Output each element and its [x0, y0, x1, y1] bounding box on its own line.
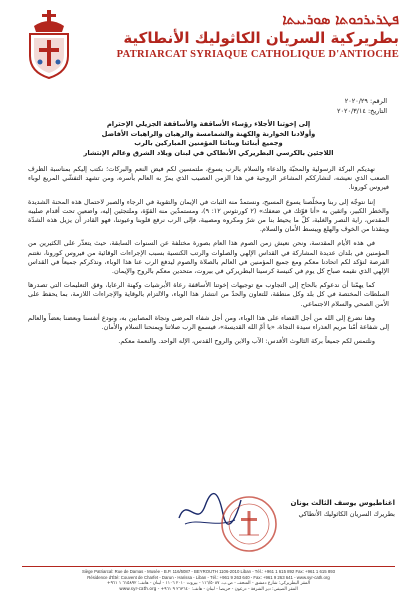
arabic-title: بطريركية السريان الكاثوليك الأنطاكية: [123, 29, 399, 47]
footer: [22, 569, 395, 593]
letterhead-titles: [109, 12, 399, 62]
addressee-line: وأولادنا الخوارنة والكهنة والشمامسة والرهبان والراهبات الأفاضل: [101, 129, 316, 138]
reference-number-value: ٢٠٢٠/٢٩: [344, 97, 368, 105]
paragraph: نهديكم البركة الرسولية والمحبّة والدعاء والسلام بالرب يسوع، ملتمسين لكم فيض النعم والبركات؛ نكتب إليكم بمناسبة الظرف الصعب الذي نعيشه، لنشارككم المشاعر الروحية في هذا الزمن العصيب الذي يمرّ به العالم بأسره، ومن تشهد التفشّي المريع لوباء فيروس كورونا.: [28, 165, 389, 192]
footer-address-fr: Résidence d'Été: Couvent de Charfet - Darun - Harissa - Liban - Tél.: +961 9 263 640 - Fax: +961 9 263 641 - www.syr-cath.org: [87, 575, 330, 580]
patriarchal-crest-icon: [20, 10, 78, 80]
paragraph: في هذه الأيام المقدسة، ونحن نعيش زمن الصوم هذا العام بصورة مختلفة عن السنوات السابقة، حيث يتعذّر على الكثيرين من المؤمنين في بلدان عديدة المشاركة في القداس الإلهي والصلوات والرتب الكنسية بسبب الإجراءات الوقائية من فيروس كورونا، نغتنم الفرصة لنؤكد لكم اتحادنا معكم ومع جميع المؤمنين في العالم بالصلاة والصوم ليدفع الرب عنا هذا الوباء، ونذكركم جميعاً في القداس الإلهي الذي نقيمه صباح كل يوم في كنيسة كرسينا البطريركي في بيروت، متحدين معكم بالروح والإيمان.: [28, 239, 389, 276]
paragraph: ونلتمس لكم جميعاً بركة الثالوث الأقدس: الآب والابن والروح القدس، الإله الواحد. والنعمة معكم.: [118, 337, 375, 346]
addressee-line: وجميع أبنائنا وبناتنا المؤمنين المباركين بالرب: [134, 139, 283, 147]
reference-date: [247, 106, 387, 116]
letterhead: [0, 0, 417, 82]
reference-date-label: التاريخ:: [367, 107, 387, 115]
reference-date-value: ٢٠٢٠/٣/١٤: [337, 107, 366, 115]
signature-block: [225, 498, 395, 519]
reference-number: [247, 96, 387, 106]
paragraph: كما يهمّنا أن ندعوكم بالحاح إلى التجاوب مع توجيهات إخوتنا الأساقفة رعاة الأبرشيات وكهنة الرعايا، وفق التعليمات التي تصدرها السلطات المختصة في كل بلد وكل منطقة، للتعاون والحدّ من انتشار هذا الوباء، والالتزام بالوقاية والإجراءات اللازمة، بما يحفظ على الأمن الصحي والسلام الاجتماعي.: [28, 281, 389, 308]
footer-address-ar: المقر البطريركي: شارع دمشق - المتحف - ص.ب. ١١٦/٥٠٨٧ - بيروت ٢٠١٠ ١١٠٦ - لبنان - هاتف: ٦١٥٨٩٢ ١ ٩٦١+: [106, 581, 311, 586]
signatory-title: بطريرك السريان الكاثوليك الأنطاكي: [298, 510, 395, 518]
signatory-name: اغناطيوس يوسف الثالث يونان: [290, 499, 395, 507]
syriac-title: ܦܛܪܝܪܟܘܬܐ ܣܘܪܝܝܬܐ: [282, 12, 399, 28]
french-title: PATRIARCAT SYRIAQUE CATHOLIQUE D'ANTIOCHE: [116, 49, 399, 60]
addressee-line: اللاجئين بالكرسي البطريركي الأنطاكي في لبنان وبلاد الشرق وعالم الإنتشار: [83, 148, 334, 157]
addressee-line: إلى إخوتنا الأجلاء رؤساء الأساقفة والأساقفة الجزيلي الإحترام: [106, 120, 311, 128]
reference-number-label: الرقم:: [370, 97, 387, 105]
paragraph: إننا نتوجّه إلى ربنا ومخلّصنا يسوع المسيح، ونستمدّ منه الثبات في الإيمان والتقوية في الرجاء والصبر لاحتمال هذه المحنة الشديدة والخطر الكبير، واثقين به «أنا قوّتك في ضعفك» (٢ كورنثوس ١٢: ٩)، ومستمدّين منه القوّة، وملتجئين إليه، واضعين تحت أقدام صليبه المقدس، راية النصر والغلبة، كلّ ما يحيط بنا من شرّ ومكروه ومصيبة، فإلى الرب نرفع قلوبنا وعيوننا، فهو القادر أن يزيل هذه الشدّة وينقذنا من الخوف والهلع ويبسط الأمان والسلام.: [28, 197, 389, 234]
letter-body: [28, 120, 389, 351]
reference-block: [247, 96, 387, 116]
footer-address-ar: المقر الصيفي: دير الشرفة - درعون - حريصا - لبنان - هاتف: ٢٦٣٦٤٠ ٩ ٩٦١+ - www.syr-cath.org: [119, 587, 298, 592]
paragraph: وهنا نضرع إلى الله من أجل القضاء على هذا الوباء، ومن أجل شفاء المرضى ونجاة المصابين به، ونودع أنفسنا وبعضنا بعضاً والعالم إلى شفاعة أمّنا مريم العذراء سيدة النجاة، «يا أمّ الله القديسة»، فيسمع الرب صلاتنا ويمنحنا السلام والأمان.: [28, 313, 389, 332]
footer-address-fr: Siège Patriarcal: Rue de Damas - Musée - B.P. 116/5087 - BEYROUTH 1106-2010 Liban - Tél.: +961 1 615 892 Fax: +961 1 615 893: [81, 569, 336, 574]
footer-divider: [22, 566, 395, 567]
addressee-block: [28, 120, 389, 158]
